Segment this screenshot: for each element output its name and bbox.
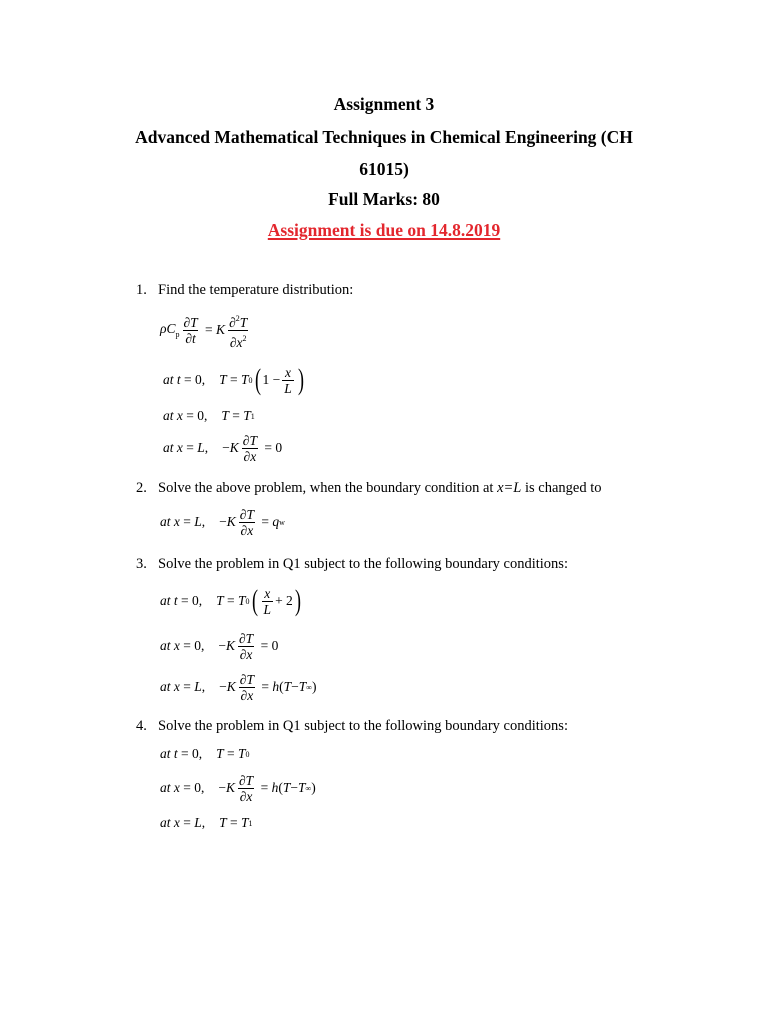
heat-equation: $\rho C_p$ $\frac{\partial T}{\partial t}$ = K $\frac{\partial^2T}{\partial x^2}$: [160, 313, 248, 350]
course-code: 61015): [359, 159, 409, 179]
course-title: Advanced Mathematical Techniques in Chemical Engineering (CH: [135, 127, 633, 147]
q2-boundary-condition-xL: at x = L , − K $\frac{\partial T}{\partial x}$ = q w: [160, 506, 285, 538]
q4-initial-condition: at t = 0, T = T 0: [160, 746, 250, 761]
question-1: 1. Find the temperature distribution:: [136, 282, 354, 298]
q3-initial-condition: at t = 0, T = T 0 ( $\frac{x}{L}$ + 2 ): [160, 584, 301, 617]
question-4: 4. Solve the problem in Q1 subject to the following boundary conditions:: [136, 718, 568, 734]
assignment-title: Assignment 3: [333, 94, 435, 114]
q1-initial-condition: at t = 0, T = T 0 ( 1 − $\frac{x}{L}$ ): [163, 363, 304, 396]
q1-boundary-condition-x0: at x = 0, T = T 1: [163, 408, 255, 423]
due-date-notice: Assignment is due on 14.8.2019: [267, 220, 501, 240]
q4-boundary-condition-xL: at x = L , T = T 1: [160, 815, 253, 830]
question-3: 3. Solve the problem in Q1 subject to the following boundary conditions:: [136, 556, 568, 572]
q4-boundary-condition-x0: at x = 0, − K $\frac{\partial T}{\partial x}$ = h ( T − T ∞ ): [160, 772, 316, 804]
q3-boundary-condition-xL: at x = L , − K $\frac{\partial T}{\partial x}$ = h ( T − T ∞ ): [160, 671, 317, 703]
full-marks: Full Marks: 80: [328, 189, 440, 209]
q3-boundary-condition-x0: at x = 0, − K $\frac{\partial T}{\partial x}$ = 0: [160, 630, 279, 662]
question-2: 2. Solve the above problem, when the boundary condition at x=L is changed to: [136, 480, 602, 496]
q1-boundary-condition-xL: at x = L , − K $\frac{\partial T}{\partial x}$ = 0: [163, 432, 283, 464]
